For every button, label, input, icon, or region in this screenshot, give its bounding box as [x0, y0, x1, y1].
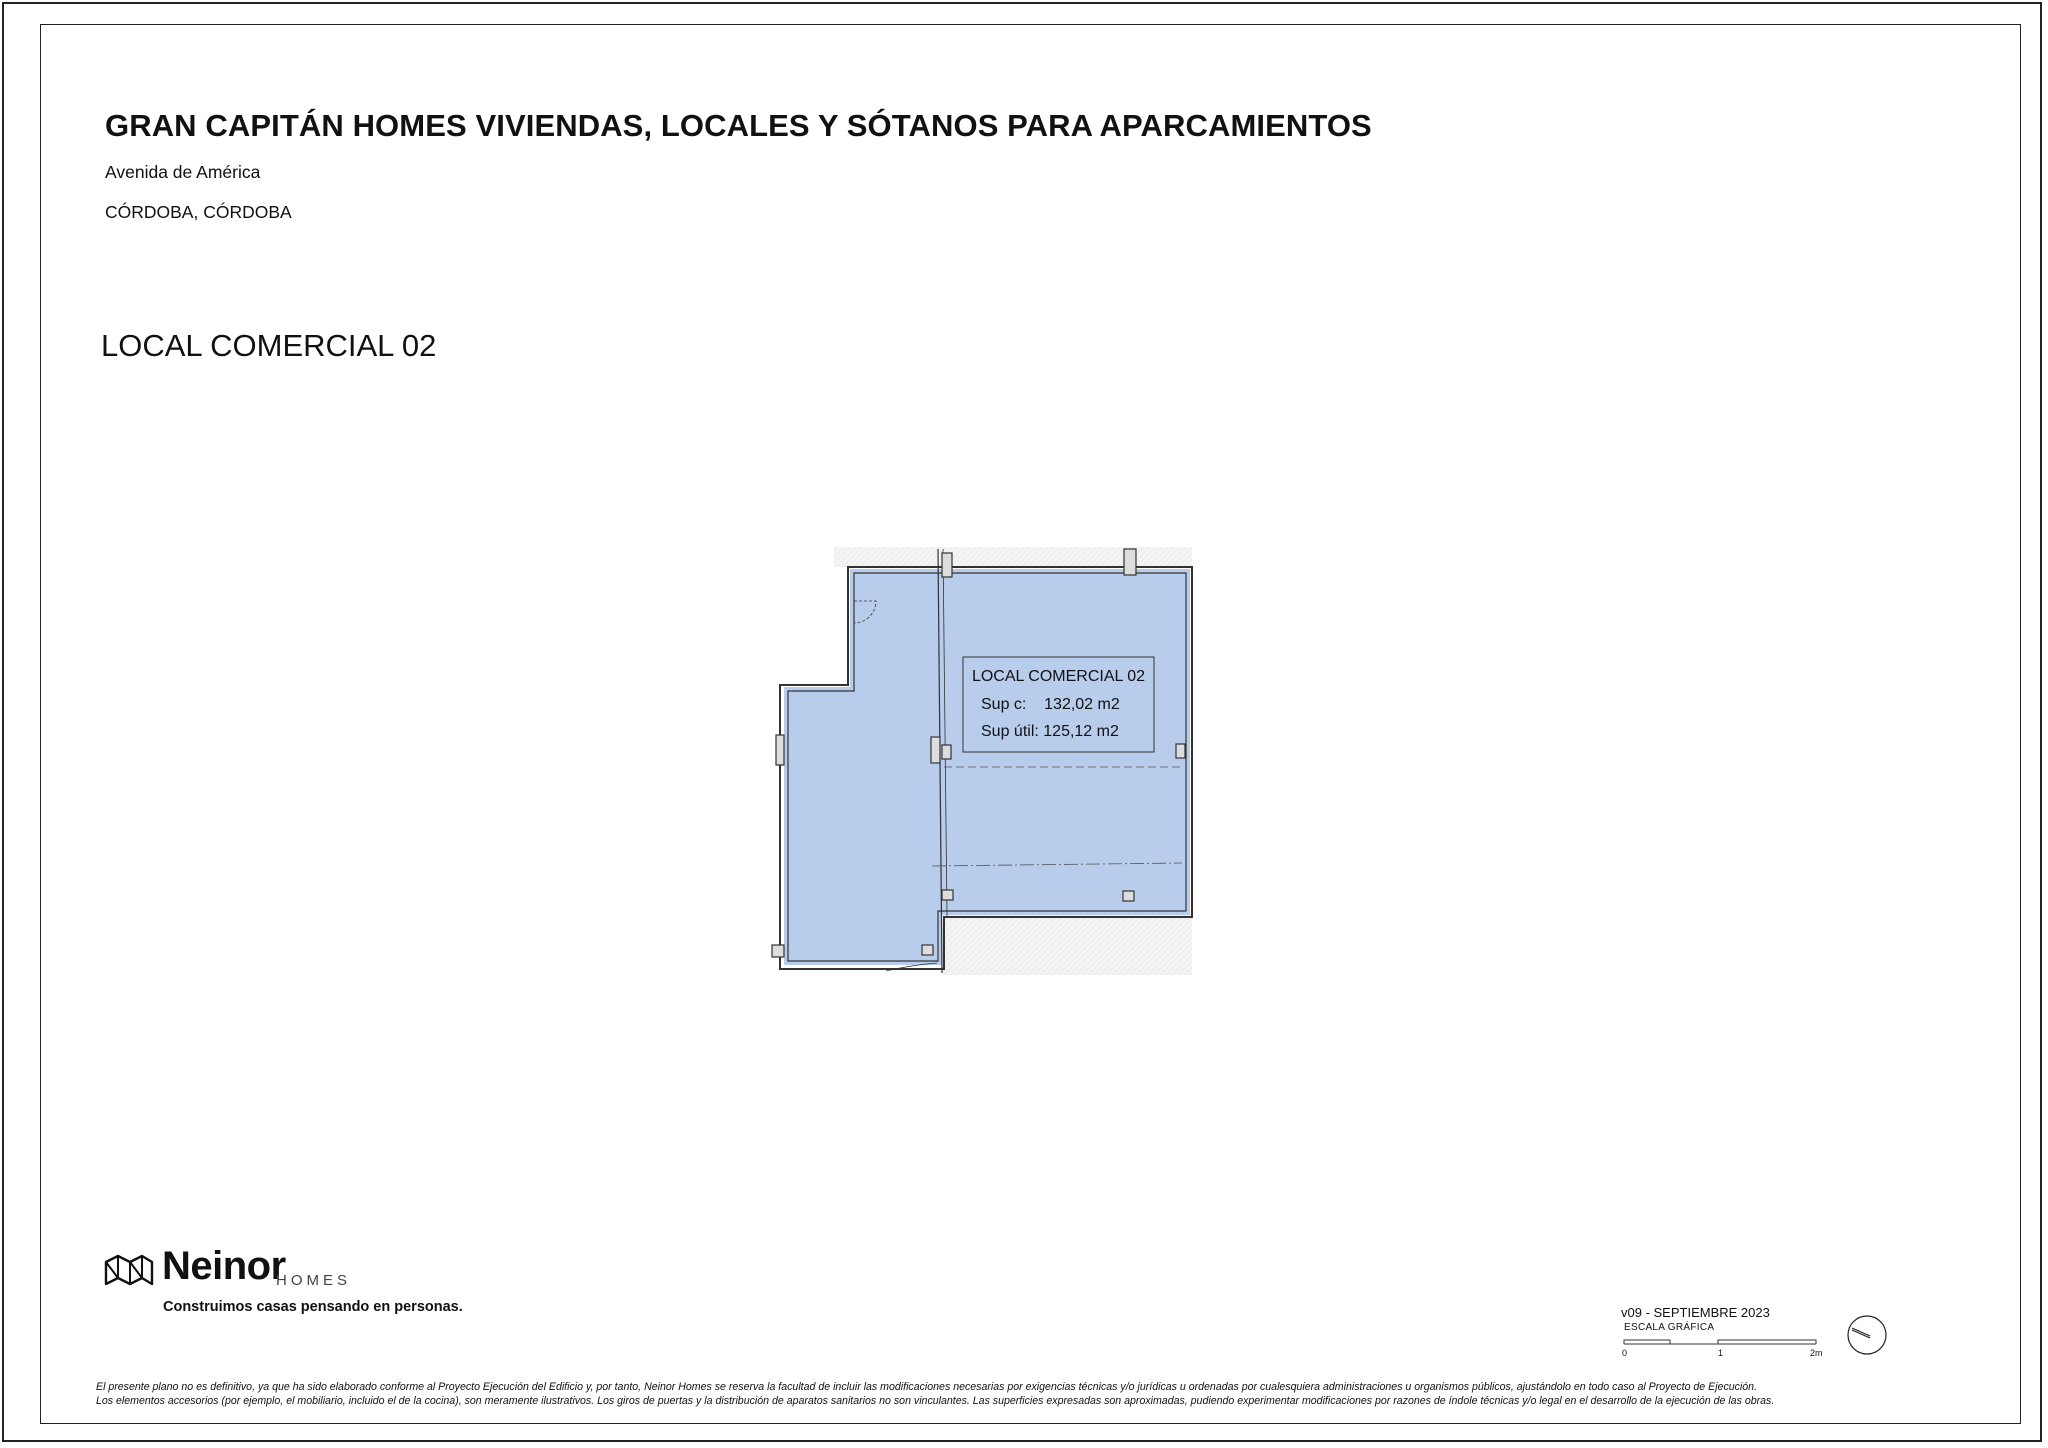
sup-c-label: Sup c:	[981, 696, 1027, 713]
scale-tick-2: 2m	[1810, 1348, 1823, 1358]
room-sup-util	[981, 723, 1119, 741]
column	[942, 745, 951, 759]
scale-bar	[1620, 1336, 1830, 1364]
column	[1124, 549, 1136, 575]
column	[772, 945, 784, 957]
project-city: CÓRDOBA, CÓRDOBA	[105, 202, 292, 222]
context-top	[834, 547, 1192, 567]
sup-util-label: Sup útil:	[981, 723, 1039, 740]
project-address: Avenida de América	[105, 162, 261, 182]
neinor-logo-icon	[104, 1254, 154, 1288]
brand-tagline: Construimos casas pensando en personas.	[163, 1299, 463, 1315]
scale-tick-0: 0	[1622, 1348, 1628, 1358]
project-title: GRAN CAPITÁN HOMES VIVIENDAS, LOCALES Y SÓTANOS PARA APARCAMIENTOS	[105, 108, 1372, 143]
column	[931, 737, 940, 763]
sup-c-value: 132,02 m2	[1044, 696, 1120, 713]
scale-label: ESCALA GRÁFICA	[1624, 1322, 1715, 1333]
column	[1176, 744, 1185, 758]
column	[942, 890, 953, 900]
north-arrow-icon	[1846, 1314, 1888, 1356]
legal-disclaimer	[96, 1380, 2016, 1408]
unit-title: LOCAL COMERCIAL 02	[101, 328, 437, 363]
column	[922, 945, 933, 955]
version-label: v09 - SEPTIEMBRE 2023	[1621, 1305, 1770, 1320]
scale-tick-1: 1	[1718, 1348, 1724, 1358]
context-bottom	[942, 915, 1192, 975]
brand-suffix: HOMES	[276, 1272, 352, 1289]
disclaimer-line-2: Los elementos accesorios (por ejemplo, el mobiliario, incluido el de la cocina), son meramente ilustrativos. Los giros de puertas y la distribución de aparatos sanitarios no son vinculantes. Las superficies expresadas son aproximadas, pudiendo experimentar modificaciones por razones de índole técnicas y/o legal en el desarrollo de la ejecución de las obras.	[96, 1395, 1775, 1407]
room-sup-c	[981, 696, 1120, 714]
column	[942, 553, 952, 577]
column	[1123, 891, 1134, 901]
room-name: LOCAL COMERCIAL 02	[971, 668, 1146, 685]
brand-name: Neinor	[162, 1244, 286, 1288]
column	[776, 735, 784, 765]
sup-util-value: 125,12 m2	[1043, 723, 1119, 740]
brand-logo	[104, 1244, 534, 1320]
disclaimer-line-1: El presente plano no es definitivo, ya que ha sido elaborado conforme al Proyecto Ejecución del Edificio y, por tanto, Neinor Homes se reserva la facultad de incluir las modificaciones necesarias por exigencias técnicas y/o jurídicas u ordenadas por cualesquiera administraciones u organismos públicos, ajustándolo en todo caso al Proyecto de Ejecución.	[96, 1381, 1758, 1393]
floor-plan	[762, 545, 1194, 975]
